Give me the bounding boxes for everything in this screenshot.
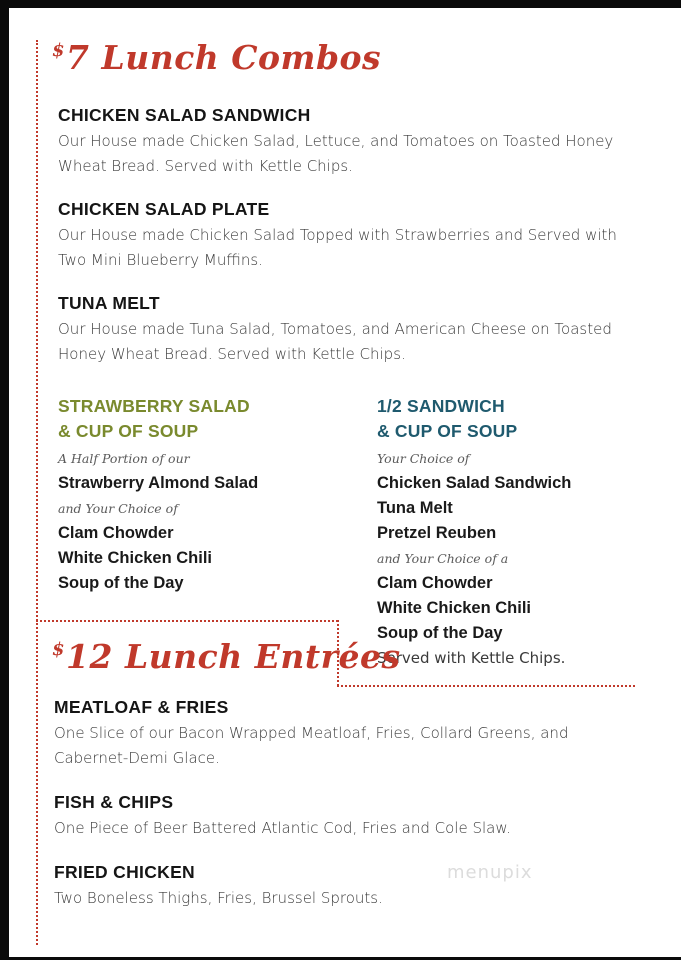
menu-item-fish-chips xyxy=(54,792,644,841)
menu-item-tuna-melt xyxy=(58,293,648,367)
soup-option: Soup of the Day xyxy=(377,624,503,642)
image-border-left xyxy=(0,0,9,960)
combos-price: 7 xyxy=(66,38,90,77)
dotted-divider-bottom xyxy=(337,685,635,687)
lunch-combos-title xyxy=(52,38,381,77)
soup-option: Clam Chowder xyxy=(58,524,174,542)
half-sandwich-combo xyxy=(377,394,657,671)
sandwich-option: Pretzel Reuben xyxy=(377,524,497,542)
half-sandwich-combo-title xyxy=(377,394,657,444)
combos-title-text: Lunch Combos xyxy=(101,38,382,77)
lunch-entrees-title xyxy=(52,637,401,676)
item-name: MEATLOAF & FRIES xyxy=(54,697,229,717)
combos-price-symbol: $ xyxy=(52,40,66,61)
soup-option: White Chicken Chili xyxy=(58,549,213,567)
soup-option: White Chicken Chili xyxy=(377,599,532,617)
title-line-1: STRAWBERRY SALAD xyxy=(58,396,250,416)
item-name: CHICKEN SALAD SANDWICH xyxy=(58,105,311,125)
item-description: Our House made Chicken Salad Topped with Strawberries and Served with Two Mini Blueberry Muffins. xyxy=(58,226,617,269)
item-description: Our House made Chicken Salad, Lettuce, and Tomatoes on Toasted Honey Wheat Bread. Served with Kettle Chips. xyxy=(58,132,614,175)
soup-option: Clam Chowder xyxy=(377,574,493,592)
item-name: TUNA MELT xyxy=(58,293,160,313)
entrees-title-text: Lunch Entrées xyxy=(124,637,401,676)
combo-footer: Served with Kettle Chips. xyxy=(377,649,566,667)
sandwich-option: Chicken Salad Sandwich xyxy=(377,474,572,492)
watermark: menupix xyxy=(447,862,533,883)
menu-item-fried-chicken xyxy=(54,862,644,911)
item-description: Our House made Tuna Salad, Tomatoes, and American Cheese on Toasted Honey Wheat Bread. Served with Kettle Chips. xyxy=(58,320,612,363)
entrees-price-symbol: $ xyxy=(52,639,66,660)
item-description: One Slice of our Bacon Wrapped Meatloaf, Fries, Collard Greens, and Cabernet-Demi Glace. xyxy=(54,724,569,767)
combo-choice-text: and Your Choice of xyxy=(58,501,178,516)
image-border-top xyxy=(0,0,681,8)
item-name: FISH & CHIPS xyxy=(54,792,174,812)
item-name: CHICKEN SALAD PLATE xyxy=(58,199,270,219)
menu-item-chicken-salad-sandwich xyxy=(58,105,648,179)
combo-choice-text: and Your Choice of a xyxy=(377,551,509,566)
dotted-border-left xyxy=(36,40,38,945)
soup-option: Soup of the Day xyxy=(58,574,184,592)
item-description: Two Boneless Thighs, Fries, Brussel Sprouts. xyxy=(54,889,383,907)
strawberry-salad-combo xyxy=(58,394,338,596)
menu-item-meatloaf-fries xyxy=(54,697,644,771)
item-name: FRIED CHICKEN xyxy=(54,862,195,882)
title-line-2: & CUP OF SOUP xyxy=(377,421,518,441)
title-line-2: & CUP OF SOUP xyxy=(58,421,199,441)
combo-salad: Strawberry Almond Salad xyxy=(58,474,259,492)
entrees-price: 12 xyxy=(66,637,113,676)
strawberry-combo-title xyxy=(58,394,338,444)
item-description: One Piece of Beer Battered Atlantic Cod, Fries and Cole Slaw. xyxy=(54,819,512,837)
menu-item-chicken-salad-plate xyxy=(58,199,648,273)
sandwich-option: Tuna Melt xyxy=(377,499,453,517)
combo-intro: A Half Portion of our xyxy=(58,451,190,466)
title-line-1: 1/2 SANDWICH xyxy=(377,396,505,416)
dotted-divider-top xyxy=(36,620,338,622)
combo-intro: Your Choice of xyxy=(377,451,470,466)
